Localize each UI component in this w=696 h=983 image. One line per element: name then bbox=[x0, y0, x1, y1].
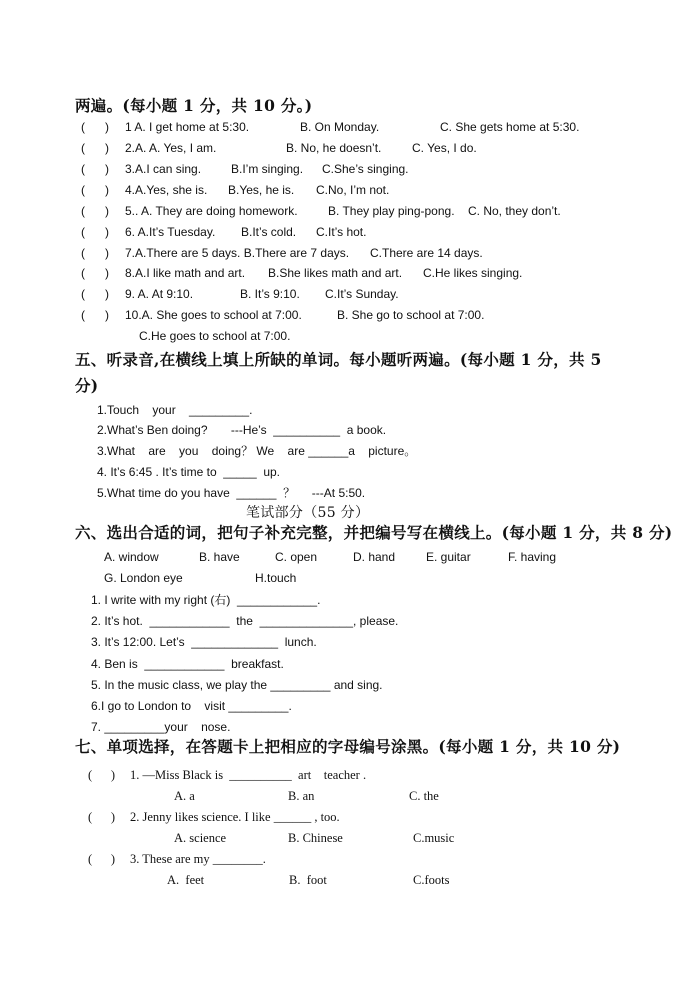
option-a: 1 A. I get home at 5:30. bbox=[125, 120, 250, 134]
option-a: 10.A. She goes to school at 7:00. bbox=[125, 308, 302, 322]
option-b: B.Yes, he is. bbox=[228, 183, 295, 197]
list-item: 4. Ben is ____________ breakfast. bbox=[91, 657, 284, 671]
answer-blank[interactable]: ( ) bbox=[88, 852, 116, 866]
option-c: C.It’s hot. bbox=[316, 225, 367, 239]
question-text: 1. —Miss Black is __________ art teacher . bbox=[130, 768, 367, 782]
written-part-title: 笔试部分（55 分） bbox=[246, 505, 370, 521]
option-a: 9. A. At 9:10. bbox=[125, 287, 194, 301]
list-item: 5.What time do you have ______ ？ ---At 5:50. bbox=[97, 486, 366, 500]
option: B. have bbox=[199, 550, 240, 564]
answer-blank[interactable]: ( ) bbox=[81, 266, 109, 280]
option-c: C. No, they don’t. bbox=[468, 204, 561, 218]
question-text: 2. Jenny likes science. I like ______ , too. bbox=[130, 810, 340, 824]
list-item: 4. It’s 6:45 . It’s time to _____ up. bbox=[97, 465, 280, 479]
option: H.touch bbox=[255, 571, 297, 585]
option-a: A. a bbox=[174, 789, 195, 803]
answer-blank[interactable]: ( ) bbox=[88, 810, 116, 824]
list-item: 3.What are you doing？ We are ______a picture。 bbox=[97, 444, 417, 458]
option-b: B. It’s 9:10. bbox=[240, 287, 300, 301]
option-c: C.There are 14 days. bbox=[370, 246, 483, 260]
list-item: 3. It’s 12:00. Let’s _____________ lunch. bbox=[91, 635, 317, 649]
option: C. open bbox=[275, 550, 318, 564]
question-text: 3. These are my ________. bbox=[130, 852, 266, 866]
list-item: 5. In the music class, we play the _________ and sing. bbox=[91, 678, 383, 692]
answer-blank[interactable]: ( ) bbox=[81, 308, 109, 322]
answer-blank[interactable]: ( ) bbox=[81, 162, 109, 176]
answer-blank[interactable]: ( ) bbox=[81, 225, 109, 239]
option-c: C. She gets home at 5:30. bbox=[440, 120, 580, 134]
option-a: 8.A.I like math and art. bbox=[125, 266, 246, 280]
section7-title: 七、单项选择，在答题卡上把相应的字母编号涂黑。(每小题 1 分，共 10 分) bbox=[75, 737, 621, 756]
option-a: 5.. A. They are doing homework. bbox=[125, 204, 298, 218]
option-c: C.She’s singing. bbox=[322, 162, 409, 176]
option-c: C. Yes, I do. bbox=[412, 141, 477, 155]
answer-blank[interactable]: ( ) bbox=[81, 120, 109, 134]
list-item: 1.Touch your _________. bbox=[97, 403, 253, 417]
answer-blank[interactable]: ( ) bbox=[81, 287, 109, 301]
option-c: C.He goes to school at 7:00. bbox=[139, 329, 291, 343]
section5-title-cont: 分) bbox=[75, 376, 99, 395]
option-b: B. On Monday. bbox=[300, 120, 380, 134]
option: D. hand bbox=[353, 550, 396, 564]
option-c: C.No, I’m not. bbox=[316, 183, 390, 197]
option: F. having bbox=[508, 550, 557, 564]
answer-blank[interactable]: ( ) bbox=[88, 768, 116, 782]
answer-blank[interactable]: ( ) bbox=[81, 246, 109, 260]
option-c: C.He likes singing. bbox=[423, 266, 523, 280]
option-a: 6. A.It’s Tuesday. bbox=[125, 225, 216, 239]
option-c: C.foots bbox=[413, 873, 450, 887]
option-b: B. Chinese bbox=[288, 831, 343, 845]
option-b: B. They play ping-pong. bbox=[328, 204, 455, 218]
answer-blank[interactable]: ( ) bbox=[81, 141, 109, 155]
option-ab: 7.A.There are 5 days. B.There are 7 days. bbox=[125, 246, 350, 260]
option: A. window bbox=[104, 550, 159, 564]
list-item: 6.I go to London to visit _________. bbox=[91, 699, 292, 713]
option-a: 2.A. A. Yes, I am. bbox=[125, 141, 217, 155]
answer-blank[interactable]: ( ) bbox=[81, 204, 109, 218]
list-item: 2. It’s hot. ____________ the ______________, please. bbox=[91, 614, 399, 628]
list-item: 7. _________your nose. bbox=[91, 720, 231, 734]
section5-title: 五、听录音,在横线上填上所缺的单词。每小题听两遍。(每小题 1 分，共 5 bbox=[75, 350, 602, 369]
option-c: C.music bbox=[413, 831, 455, 845]
list-item: 2.What’s Ben doing? ---He’s __________ a book. bbox=[97, 423, 387, 437]
option-b: B. She go to school at 7:00. bbox=[337, 308, 485, 322]
list-item: 1. I write with my right (右) ____________. bbox=[91, 593, 321, 607]
option-a: A. feet bbox=[167, 873, 205, 887]
option-c: C.It’s Sunday. bbox=[325, 287, 399, 301]
option-c: C. the bbox=[409, 789, 439, 803]
option-b: B.I’m singing. bbox=[231, 162, 304, 176]
option-a: 3.A.I can sing. bbox=[125, 162, 202, 176]
option-a: 4.A.Yes, she is. bbox=[125, 183, 208, 197]
option: E. guitar bbox=[426, 550, 471, 564]
listening-header: 两遍。(每小题 1 分，共 10 分。) bbox=[75, 96, 313, 115]
option: G. London eye bbox=[104, 571, 183, 585]
option-b: B. foot bbox=[289, 873, 327, 887]
option-b: B.It’s cold. bbox=[241, 225, 297, 239]
option-b: B.She likes math and art. bbox=[268, 266, 403, 280]
option-a: A. science bbox=[174, 831, 227, 845]
option-b: B. an bbox=[288, 789, 315, 803]
answer-blank[interactable]: ( ) bbox=[81, 183, 109, 197]
section6-title: 六、选出合适的词，把句子补充完整，并把编号写在横线上。(每小题 1 分，共 8 分) bbox=[75, 523, 673, 542]
option-b: B. No, he doesn’t. bbox=[286, 141, 382, 155]
